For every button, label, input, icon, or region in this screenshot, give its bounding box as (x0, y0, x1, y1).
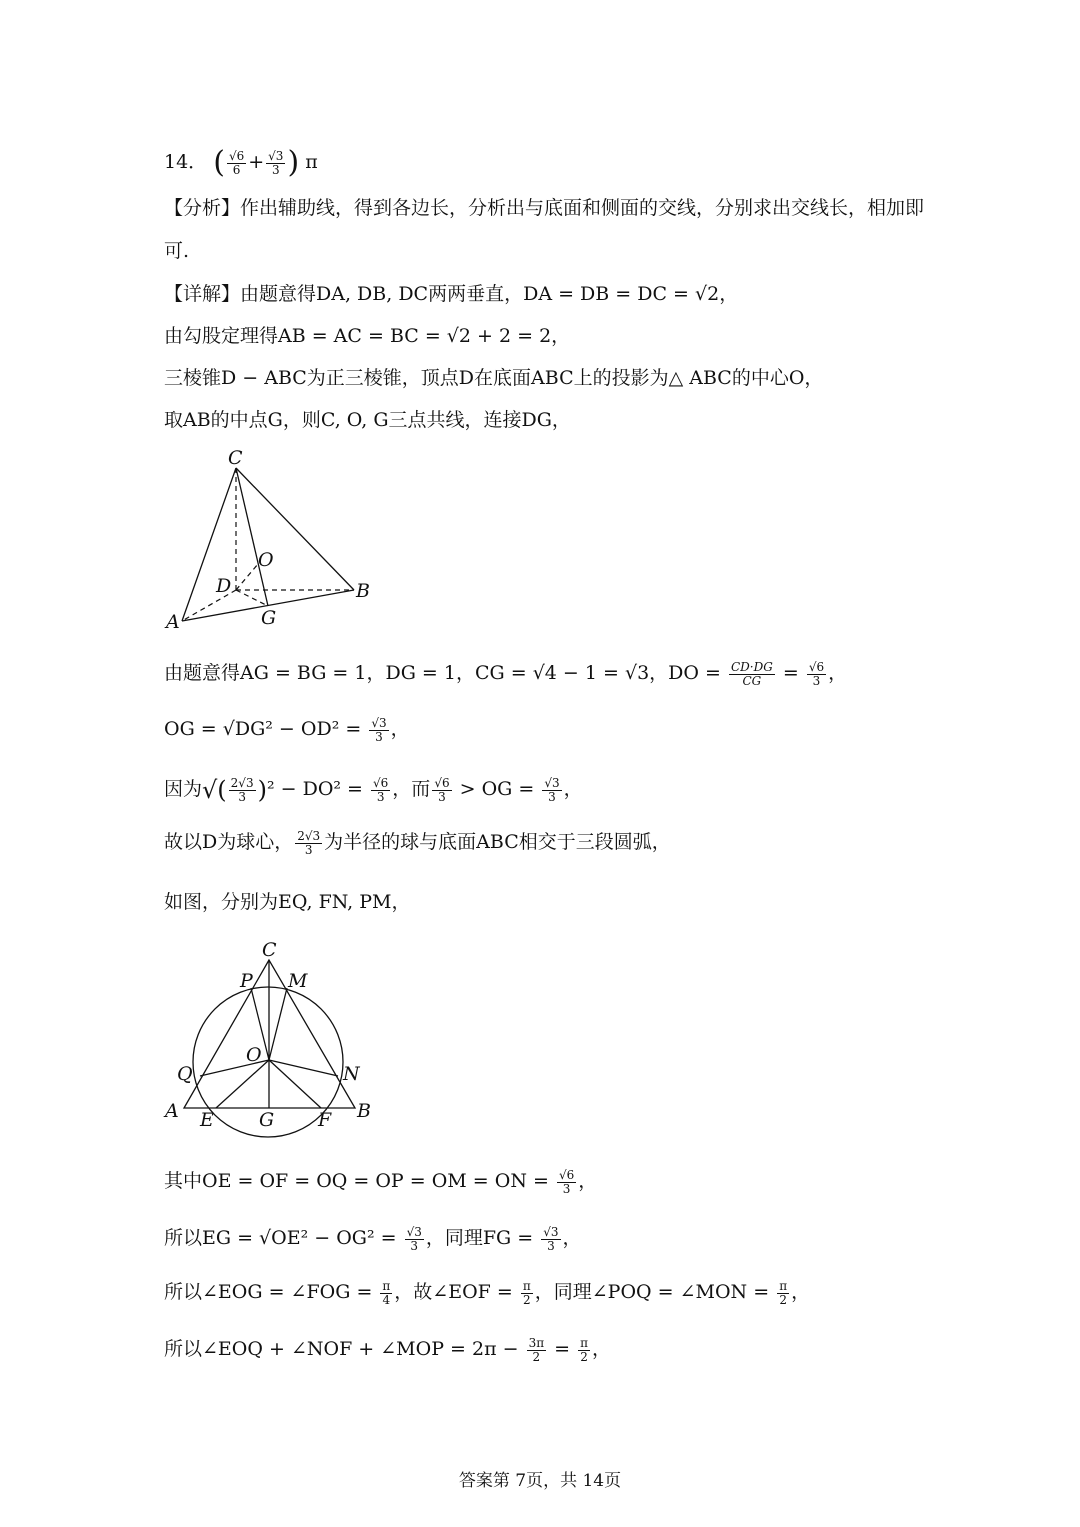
answer-frac-1: $\frac{√6}{6}$ (228, 148, 245, 177)
left-paren: ( (213, 145, 225, 180)
detail-line-13: 所以∠EOQ + ∠NOF + ∠MOP = 2π − $\frac{3\pi}{2}$ = $\frac{\pi}{2}$ ， (164, 1336, 611, 1364)
analysis-line-2: 可. (164, 240, 190, 262)
analysis-line-1 (164, 199, 924, 218)
analysis-label: 【分析】 (164, 197, 241, 219)
fig1-label-A: A (166, 611, 180, 633)
fig2-label-F: F (318, 1109, 332, 1131)
pyramid-figure (160, 444, 390, 634)
fig2-label-M: M (288, 970, 308, 992)
answer-plus: + (248, 151, 265, 173)
right-paren: ) (287, 145, 300, 180)
detail-line-12: 所以∠EOG = ∠FOG = $\frac{\pi}{4}$ ，故∠EOF = $\frac{\pi}{2}$ ，同理∠POQ = ∠MON = $\frac{\pi}{2}$ ， (164, 1279, 811, 1307)
problem-answer (164, 145, 318, 180)
edge-CG (236, 468, 268, 606)
detail-line-8: 故以D为球心， $\frac{2√3}{3}$ 为半径的球与底面ABC相交于三段圆弧， (164, 829, 671, 857)
frac-DO: $\frac{CD\cdot DG}{CG}$ (730, 660, 773, 688)
edge-DO-dashed (236, 564, 258, 590)
line-OF (269, 1060, 321, 1108)
detail-line-3: 三棱锥D − ABC为正三棱锥，顶点D在底面ABC上的投影为△ ABC的中心O， (164, 367, 824, 389)
detail-text-1: 由题意得DA, DB, DC两两垂直，DA = DB = DC = √2， (240, 283, 739, 305)
line-ON (269, 1060, 338, 1076)
detail-line-6: OG = √DG² − OD² = $\frac{√3}{3}$ ， (164, 716, 410, 744)
fig1-label-D: D (216, 575, 232, 597)
fig1-label-O: O (258, 549, 274, 571)
answer-pi: π (305, 151, 318, 173)
detail-line-7: 因为√( $\frac{2√3}{3}$ )² − DO² = $\frac{√6}{3}$ ，而 $\frac{√6}{3}$ > OG = $\frac{√3}{3}$ ， (164, 776, 583, 805)
fig2-label-B: B (357, 1100, 371, 1122)
fig2-label-P: P (240, 970, 253, 992)
detail-line-5: 由题意得AG = BG = 1，DG = 1，CG = √4 − 1 = √3，DO = $\frac{CD\cdot DG}{CG}$ = $\frac{√6}{3}$ ， (164, 660, 848, 688)
circle-triangle-figure (160, 938, 390, 1138)
fig1-label-C: C (228, 447, 243, 469)
fig2-label-O: O (246, 1044, 262, 1066)
fig1-label-G: G (261, 607, 277, 629)
edge-CB (236, 468, 354, 590)
edge-CA (182, 468, 236, 621)
detail-label: 【详解】 (164, 283, 241, 305)
detail-line-4: 取AB的中点G，则C, O, G三点共线，连接DG， (164, 409, 571, 431)
fig2-label-A: A (165, 1100, 179, 1122)
analysis-text-1: 作出辅助线，得到各边长，分析出与底面和侧面的交线，分别求出交线长，相加即 (240, 197, 925, 219)
fig2-label-C: C (262, 939, 277, 961)
fig2-label-Q: Q (177, 1063, 193, 1085)
edge-DG-dashed (236, 590, 268, 606)
fig2-label-N: N (343, 1063, 360, 1085)
answer-frac-2: $\frac{√3}{3}$ (268, 148, 284, 177)
detail-line-1 (164, 285, 738, 304)
detail-line-9: 如图，分别为EQ, FN, PM， (164, 891, 411, 913)
fig2-label-G: G (259, 1109, 275, 1131)
problem-number: 14． (164, 151, 208, 173)
page-footer: 答案第 7页，共 14页 (458, 1471, 622, 1491)
detail-line-11: 所以EG = √OE² − OG² = $\frac{√3}{3}$ ，同理FG = $\frac{√3}{3}$ ， (164, 1225, 582, 1253)
fig2-label-E: E (200, 1109, 214, 1131)
detail-line-10: 其中OE = OF = OQ = OP = OM = ON = $\frac{√6}{3}$ ， (164, 1168, 598, 1196)
line-OM (269, 988, 287, 1060)
detail-line-2: 由勾股定理得AB = AC = BC = √2 + 2 = 2， (164, 325, 571, 347)
fig1-label-B: B (356, 580, 370, 602)
line-OE (216, 1060, 269, 1108)
